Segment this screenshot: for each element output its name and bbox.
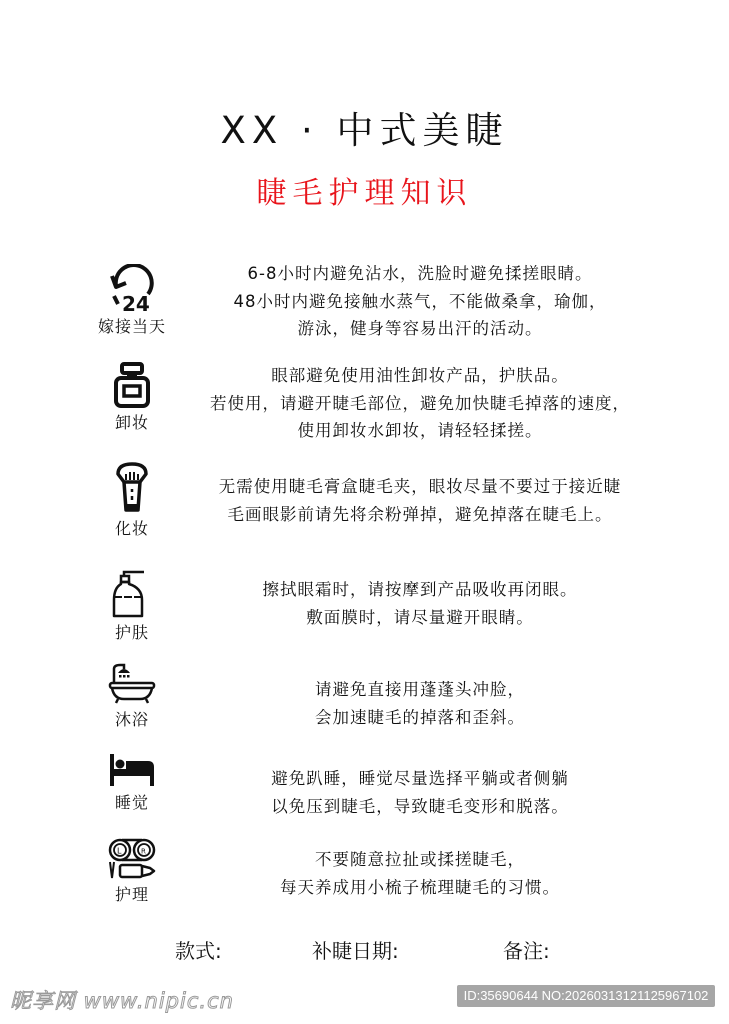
description-line: 会加速睫毛的掉落和歪斜。 [315,707,525,727]
description-line: 不要随意拉扯或揉搓睫毛， [315,850,525,869]
makeup-brush-icon [114,462,150,514]
description-line: 若使用，请避开睫毛部位，避免加快睫毛掉落的速度， [210,393,630,413]
section-description [175,846,665,901]
section-icon-wrap [92,570,172,643]
section-label: 卸妆 [114,413,149,432]
section-description [175,576,665,631]
svg-text:R: R [141,847,146,856]
description-line: 敷面膜时，请尽量避开眼睛。 [306,607,534,627]
section-label: 沐浴 [114,710,149,729]
description-line: 擦拭眼霜时，请按摩到产品吸收再闭眼。 [262,580,578,599]
section-label: 化妆 [114,519,149,538]
section-description [175,473,665,528]
section-label: 护肤 [114,623,149,642]
description-line: 6-8小时内避免沾水，洗脸时避免揉搓眼睛。 [247,264,593,283]
description-line: 48小时内避免接触水蒸气，不能做桑拿，瑜伽， [233,291,607,311]
pump-bottle-icon [110,570,154,618]
description-line: 以免压到睫毛，导致睫毛变形和脱落。 [271,796,569,816]
section-icon-wrap [92,838,172,905]
page-title: XX · 中式美睫 [220,109,509,152]
description-line: 无需使用睫毛膏盒睫毛夹，眼妆尽量不要过于接近睫 [218,477,622,496]
description-line: 毛画眼影前请先将余粉弹掉，避免掉落在睫毛上。 [227,504,613,524]
notes-field-label: 备注: [503,939,550,963]
style-field-label: 款式: [175,939,222,963]
page-subtitle: 睫毛护理知识 [256,176,473,211]
svg-text:24: 24 [122,292,150,312]
section-description [175,676,665,731]
refill-date-field-label: 补睫日期: [312,939,399,963]
section-label: 嫁接当天 [97,317,166,336]
section-icon-wrap [92,362,172,433]
description-line: 使用卸妆水卸妆，请轻轻揉搓。 [297,421,543,440]
bed-icon [108,752,156,788]
section-label: 睡觉 [114,793,149,812]
section-description [175,362,665,445]
description-line: 避免趴睡，睡觉尽量选择平躺或者侧躺 [271,769,569,788]
description-line: 请避免直接用蓬蓬头冲脸， [315,680,525,699]
watermark-id-badge: ID:35690644 NO:20260313121125967102 [457,985,715,1007]
section-icon-wrap [92,663,172,730]
section-icon-wrap [92,752,172,813]
24-hour-icon [108,264,156,312]
section-label: 护理 [114,885,149,904]
section-description [175,765,665,820]
bathtub-shower-icon [108,663,156,705]
description-line: 眼部避免使用油性卸妆产品，护肤品。 [271,366,569,385]
section-icon-wrap [92,462,172,539]
description-line: 游泳，健身等容易出汗的活动。 [297,319,543,338]
perfume-bottle-icon [112,362,152,408]
svg-text:L: L [117,846,122,856]
description-line: 每天养成用小梳子梳理睫毛的习惯。 [280,877,560,897]
section-icon-wrap [92,264,172,337]
section-description [175,260,665,343]
lens-case-icon [106,838,158,880]
watermark-logo: 昵享网 www.nipic.cn [10,989,234,1013]
